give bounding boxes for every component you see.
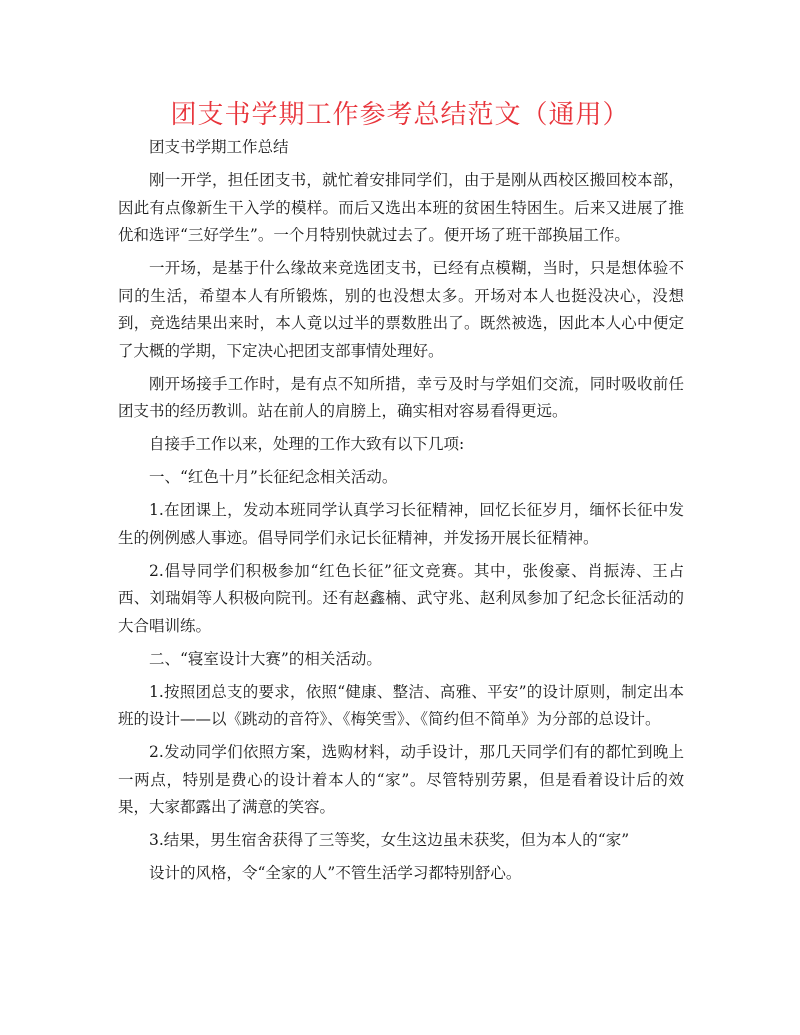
paragraph: 一开场，是基于什么缘故来竞选团支书，已经有点模糊，当时，只是想体验不同的生活，希望本人有所锻炼，别的也没想太多。开场对本人也挺没决心，没想到，竞选结果出来时，本人竟以过半的票数胜出了。既然被选，因此本人心中便定了大概的学期，下定决心把团支部事情处理好。 [118,259,684,360]
paragraph: 刚开场接手工作时，是有点不知所措，幸亏及时与学姐们交流，同时吸收前任团支书的经历教训。站在前人的肩膀上，确实相对容易看得更远。 [118,374,684,420]
document-title: 团支书学期工作参考总结范文（通用） [170,100,630,130]
paragraph: 设计的风格，令“全家的人”不管生活学习都特别舒心。 [149,864,522,882]
list-item: 1.在团课上，发动本班同学认真学习长征精神，回忆长征岁月，缅怀长征中发生的例例感人事迹。倡导同学们永记长征精神，并发扬开展长征精神。 [118,501,684,547]
section-heading: 一、“红色十月”长征纪念相关活动。 [149,468,398,486]
list-item: 2.倡导同学们积极参加“红色长征”征文竞赛。其中，张俊豪、肖振涛、王占西、刘瑞娟等人积极向院刊。还有赵鑫楠、武守兆、赵利凤参加了纪念长征活动的大合唱训练。 [118,561,684,635]
list-item: 3.结果，男生宿舍获得了三等奖，女生这边虽未获奖，但为本人的“家” [149,831,630,849]
section-heading: 二、“寝室设计大赛”的相关活动。 [149,649,382,668]
paragraph: 自接手工作以来，处理的工作大致有以下几项: [149,435,465,453]
paragraph: 刚一开学，担任团支书，就忙着安排同学们，由于是刚从西校区搬回校本部，因此有点像新生干入学的模样。而后又选出本班的贫困生特困生。后来又进展了推优和选评“三好学生”。一个月特别快就过去了。便开场了班干部换届工作。 [118,171,684,244]
list-item: 2.发动同学们依照方案，选购材料，动手设计，那几天同学们有的都忙到晚上一两点，特别是费心的设计着本人的“家”。尽管特别劳累，但是看着设计后的效果，大家都露出了满意的笑容。 [118,743,684,816]
list-item: 1.按照团总支的要求，依照“健康、整洁、高雅、平安”的设计原则，制定出本班的设计——以《跳动的音符》、《梅笑雪》、《简约但不简单》为分部的总设计。 [118,682,684,728]
paragraph-subtitle: 团支书学期工作总结 [149,138,289,156]
document-body [118,134,684,888]
